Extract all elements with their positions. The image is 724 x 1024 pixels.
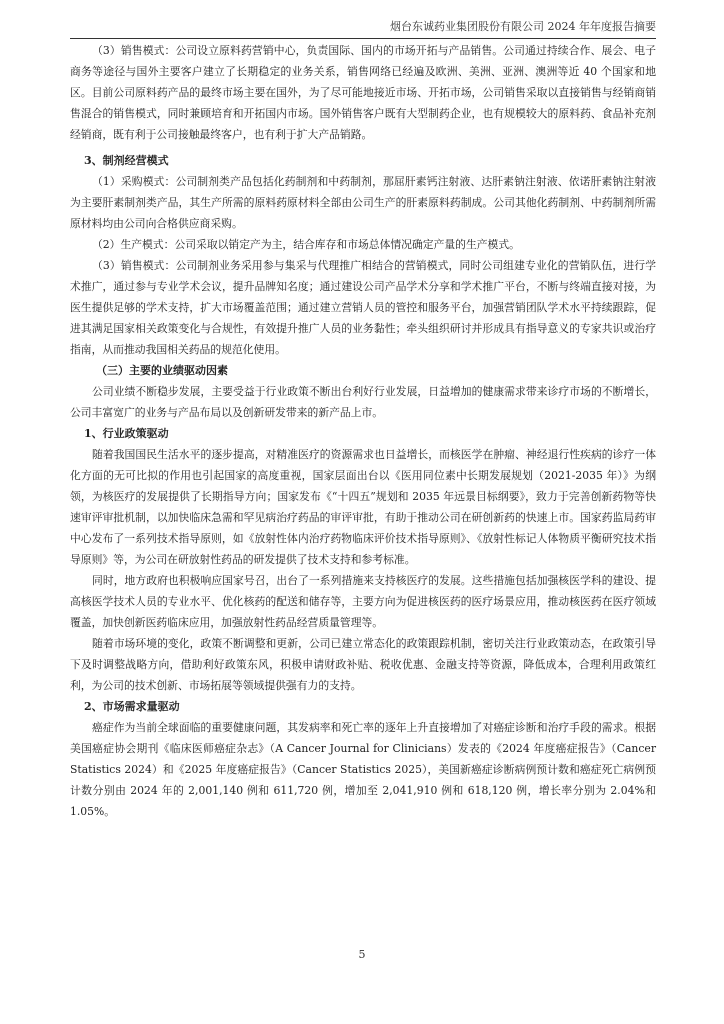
formulation-sales-mode: （3）销售模式：公司制剂业务采用参与集采与代理推广相结合的营销模式，同时公司组建专业化的营销队伍，进行学术推广，通过参与专业学术会议，提升品牌知名度；通过建设公司产品学术分享和学术推广平台，不断与终端直接对接，为医生提供足够的学术支持，扩大市场覆盖范围；通过建立营销人员的管控和服务平台，加强营销团队学术水平持续跟踪，促进其满足国家相关政策变化与合规性，有效提升推广人员的业务黏性；牵头组织研讨并形成具有指导意义的专家共识或治疗指南，从而推动我国相关药品的规范化使用。	[70, 259, 656, 356]
page-body	[70, 40, 656, 822]
formulation-production-mode: （2）生产模式：公司采取以销定产为主，结合库存和市场总体情况确定产量的生产模式。	[92, 238, 520, 251]
policy-driver-national: 随着我国国民生活水平的逐步提高，对精准医疗的资源需求也日益增长，而核医学在肿瘤、神经退行性疾病的诊疗一体化方面的无可比拟的作用也引起国家的高度重视，国家层面出台以《医用同位素中长期发展规划（2021-2035 年）》为纲领，为核医疗的发展提供了长期指导方向；国家发布《“十四五”规划和 2035 年远景目标纲要》，致力于完善创新药物等快速审评审批机制，以加快临床急需和罕见病治疗药品的审评审批，有助于推动公司在研创新药的快速上市。国家药监局药审中心发布了一系列技术指导原则，如《放射性体内治疗药物临床评价技术指导原则》、《放射性标记人体物质平衡研究技术指导原则》等，为公司在研放射性药品的研发提供了技术支持和参考标准。	[70, 448, 656, 566]
performance-drivers-intro: 公司业绩不断稳步发展，主要受益于行业政策不断出台利好行业发展，日益增加的健康需求带来诊疗市场的不断增长，公司丰富宽广的业务与产品布局以及创新研发带来的新产品上市。	[70, 385, 656, 419]
policy-driver-heading: 1、行业政策驱动	[84, 427, 169, 440]
policy-driver-tracking: 随着市场环境的变化，政策不断调整和更新，公司已建立常态化的政策跟踪机制，密切关注行业政策动态，在政策引导下及时调整战略方向，借助利好政策东风，积极申请财政补贴、税收优惠、金融支持等资源，降低成本，合理利用政策红利，为公司的技术创新、市场拓展等领域提供强有力的支持。	[70, 637, 656, 692]
formulation-mode-heading: 3、制剂经营模式	[84, 154, 169, 167]
running-header: 烟台东诚药业集团股份有限公司 2024 年年度报告摘要	[70, 18, 656, 39]
performance-drivers-heading: （三）主要的业绩驱动因素	[96, 364, 228, 377]
market-demand-heading: 2、市场需求量驱动	[84, 700, 180, 713]
market-demand-cancer: 癌症作为当前全球面临的重要健康问题，其发病率和死亡率的逐年上升直接增加了对癌症诊断和治疗手段的需求。根据美国癌症协会期刊《临床医师癌症杂志》（A Cancer Journal for Clinicians）发表的《2024 年度癌症报告》（Cancer Statistics 2024）和《2025 年度癌症报告》（Cancer Statistics 2025），美国新癌症诊断病例预计数和癌症死亡病例预计数分别由 2024 年的 2,001,140 例和 611,720 例，增加至 2,041,910 例和 618,120 例，增长率分别为 2.04%和 1.05%。	[70, 721, 656, 818]
policy-driver-local: 同时，地方政府也积极响应国家号召，出台了一系列措施来支持核医疗的发展。这些措施包括加强核医学科的建设、提高核医学技术人员的专业水平、优化核药的配送和储存等，主要方向为促进核医药的医疗场景应用，推动核医药在医疗领域覆盖，加快创新医药临床应用，加强放射性药品经营质量管理等。	[70, 574, 656, 629]
formulation-purchase-mode: （1）采购模式：公司制剂类产品包括化药制剂和中药制剂，那屈肝素钙注射液、达肝素钠注射液、依诺肝素钠注射液为主要肝素制剂类产品，其生产所需的原料药原材料全部由公司生产的肝素原料药制成。公司其他化药制剂、中药制剂所需原材料均由公司向合格供应商采购。	[70, 175, 656, 230]
page-number: 5	[358, 948, 366, 961]
raw-material-sales-mode: （3）销售模式：公司设立原料药营销中心，负责国际、国内的市场开拓与产品销售。公司通过持续合作、展会、电子商务等途径与国外主要客户建立了长期稳定的业务关系，销售网络已经遍及欧洲、美洲、亚洲、澳洲等近 40 个国家和地区。目前公司原料药产品的最终市场主要在国外，为了尽可能地接近市场、开拓市场，公司销售采取以直接销售与经销商销售混合的销售模式，同时兼顾培育和开拓国内市场。国外销售客户既有大型制药企业，也有规模较大的原料药、食品补充剂经销商，既有利于公司接触最终客户，也有利于扩大产品销路。	[70, 44, 656, 141]
